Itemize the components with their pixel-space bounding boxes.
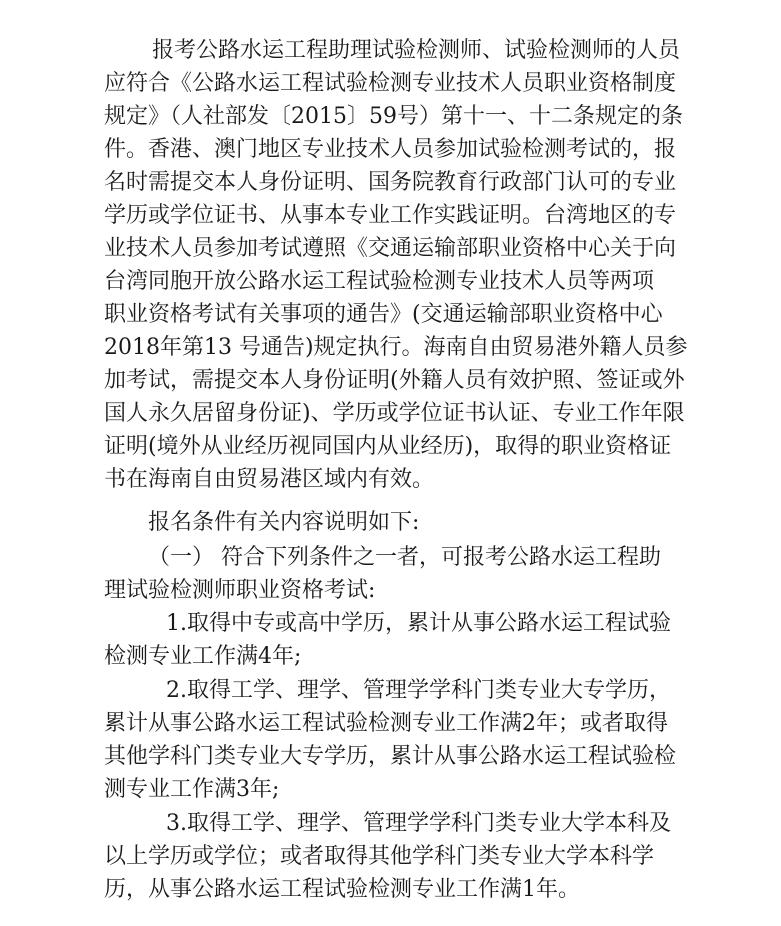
- text-line: 报名条件有关内容说明如下:: [148, 510, 420, 535]
- text-line: 2018年第13 号通告)规定执行。海南自由贸易港外籍人员参: [104, 335, 688, 360]
- text-line: 2.取得工学、理学、管理学学科门类专业大专学历，: [166, 678, 671, 703]
- text-line: 其他学科门类专业大专学历，累计从事公路水运工程试验检: [104, 744, 677, 769]
- text-line: 业技术人员参加考试遵照《交通运输部职业资格中心关于向: [104, 236, 677, 261]
- text-line: 历，从事公路水运工程试验检测专业工作满1年。: [104, 877, 580, 902]
- text-line: 3.取得工学、理学、管理学学科门类专业大学本科及: [166, 811, 671, 836]
- text-line: 累计从事公路水运工程试验检测专业工作满2年；或者取得: [104, 711, 668, 736]
- text-line: 加考试，需提交本人身份证明(外籍人员有效护照、签证或外: [104, 368, 685, 393]
- text-line: 理试验检测师职业资格考试:: [104, 578, 376, 603]
- text-line: 职业资格考试有关事项的通告》(交通运输部职业资格中心: [104, 302, 663, 327]
- text-line: 名时需提交本人身份证明、国务院教育行政部门认可的专业: [104, 170, 677, 195]
- text-line: （一） 符合下列条件之一者，可报考公路水运工程助: [148, 545, 661, 570]
- text-line: 检测专业工作满4年;: [104, 644, 302, 669]
- text-line: 1.取得中专或高中学历，累计从事公路水运工程试验: [166, 611, 671, 636]
- text-line: 件。香港、澳门地区专业技术人员参加试验检测考试的，报: [104, 137, 677, 162]
- text-line: 台湾同胞开放公路水运工程试验检测专业技术人员等两项: [104, 269, 655, 294]
- text-line: 规定》（人社部发〔2015〕59号）第十一、十二条规定的条: [104, 104, 683, 129]
- text-line: 应符合《公路水运工程试验检测专业技术人员职业资格制度: [104, 71, 677, 96]
- text-line: 报考公路水运工程助理试验检测师、试验检测师的人员: [152, 38, 681, 63]
- text-line: 书在海南自由贸易港区域内有效。: [104, 467, 435, 492]
- text-line: 学历或学位证书、从事本专业工作实践证明。台湾地区的专: [104, 203, 677, 228]
- text-line: 测专业工作满3年;: [104, 777, 280, 802]
- text-line: 证明(境外从业经历视同国内从业经历)，取得的职业资格证: [104, 434, 672, 459]
- text-line: 以上学历或学位；或者取得其他学科门类专业大学本科学: [104, 844, 655, 869]
- text-line: 国人永久居留身份证)、学历或学位证书认证、专业工作年限: [104, 401, 685, 426]
